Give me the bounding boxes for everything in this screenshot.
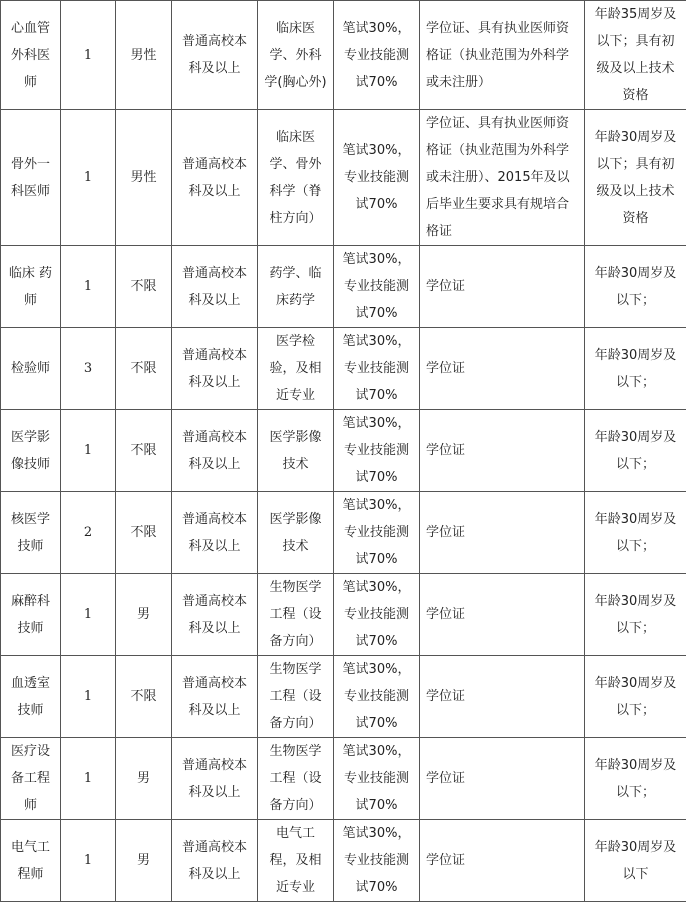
cell-major: 临床医 学、骨外 科学（脊 柱方向）	[258, 110, 334, 246]
cell-qualification: 学位证	[420, 492, 585, 574]
cell-exam: 笔试30%， 专业技能测 试70%	[334, 492, 420, 574]
cell-position: 核医学 技师	[1, 492, 61, 574]
table-row	[1, 492, 686, 574]
cell-gender: 不限	[116, 246, 172, 328]
cell-count: 1	[61, 820, 116, 902]
cell-education: 普通高校本 科及以上	[172, 492, 258, 574]
cell-age: 年龄30周岁及 以下；	[585, 656, 686, 738]
cell-count: 1	[61, 110, 116, 246]
cell-education: 普通高校本 科及以上	[172, 1, 258, 110]
cell-position: 麻醉科 技师	[1, 574, 61, 656]
cell-major: 临床医 学、外科 学(胸心外)	[258, 1, 334, 110]
cell-qualification: 学位证	[420, 820, 585, 902]
cell-gender: 男	[116, 820, 172, 902]
cell-major: 生物医学 工程（设 备方向）	[258, 574, 334, 656]
cell-position: 血透室 技师	[1, 656, 61, 738]
table-row	[1, 656, 686, 738]
cell-age: 年龄30周岁及 以下；	[585, 328, 686, 410]
cell-education: 普通高校本 科及以上	[172, 410, 258, 492]
table-row	[1, 820, 686, 902]
cell-age: 年龄35周岁及 以下；具有初 级及以上技术 资格	[585, 1, 686, 110]
cell-education: 普通高校本 科及以上	[172, 820, 258, 902]
cell-position: 骨外一 科医师	[1, 110, 61, 246]
cell-age: 年龄30周岁及 以下；具有初 级及以上技术 资格	[585, 110, 686, 246]
cell-exam: 笔试30%， 专业技能测 试70%	[334, 656, 420, 738]
cell-education: 普通高校本 科及以上	[172, 574, 258, 656]
table-row	[1, 1, 686, 110]
cell-major: 电气工 程，及相 近专业	[258, 820, 334, 902]
table-row	[1, 574, 686, 656]
cell-gender: 男	[116, 574, 172, 656]
cell-count: 2	[61, 492, 116, 574]
cell-count: 1	[61, 246, 116, 328]
cell-position: 临床 药 师	[1, 246, 61, 328]
cell-qualification: 学位证	[420, 410, 585, 492]
cell-count: 1	[61, 738, 116, 820]
cell-major: 医学检 验，及相 近专业	[258, 328, 334, 410]
cell-major: 医学影像 技术	[258, 492, 334, 574]
cell-education: 普通高校本 科及以上	[172, 328, 258, 410]
cell-count: 1	[61, 574, 116, 656]
cell-position: 电气工 程师	[1, 820, 61, 902]
cell-position: 医学影 像技师	[1, 410, 61, 492]
cell-age: 年龄30周岁及 以下；	[585, 410, 686, 492]
cell-gender: 不限	[116, 328, 172, 410]
cell-exam: 笔试30%， 专业技能测 试70%	[334, 574, 420, 656]
cell-exam: 笔试30%， 专业技能测 试70%	[334, 246, 420, 328]
table-row	[1, 328, 686, 410]
table-row	[1, 110, 686, 246]
cell-gender: 男性	[116, 110, 172, 246]
cell-education: 普通高校本 科及以上	[172, 738, 258, 820]
cell-count: 1	[61, 656, 116, 738]
table-row	[1, 410, 686, 492]
cell-qualification: 学位证	[420, 574, 585, 656]
cell-major: 药学、临 床药学	[258, 246, 334, 328]
cell-position: 心血管 外科医 师	[1, 1, 61, 110]
cell-age: 年龄30周岁及 以下	[585, 820, 686, 902]
cell-qualification: 学位证	[420, 246, 585, 328]
table-row	[1, 246, 686, 328]
cell-exam: 笔试30%， 专业技能测 试70%	[334, 738, 420, 820]
cell-education: 普通高校本 科及以上	[172, 110, 258, 246]
cell-age: 年龄30周岁及 以下；	[585, 738, 686, 820]
cell-count: 1	[61, 1, 116, 110]
cell-major: 医学影像 技术	[258, 410, 334, 492]
table-row	[1, 738, 686, 820]
cell-qualification: 学位证、具有执业医师资 格证（执业范围为外科学 或未注册）	[420, 1, 585, 110]
cell-gender: 男	[116, 738, 172, 820]
cell-qualification: 学位证	[420, 328, 585, 410]
cell-gender: 不限	[116, 492, 172, 574]
cell-qualification: 学位证、具有执业医师资 格证（执业范围为外科学 或未注册）、2015年及以 后毕业生要求具有规培合 格证	[420, 110, 585, 246]
cell-gender: 男性	[116, 1, 172, 110]
cell-position: 检验师	[1, 328, 61, 410]
cell-count: 3	[61, 328, 116, 410]
cell-qualification: 学位证	[420, 738, 585, 820]
cell-count: 1	[61, 410, 116, 492]
cell-qualification: 学位证	[420, 656, 585, 738]
cell-position: 医疗设 备工程 师	[1, 738, 61, 820]
cell-education: 普通高校本 科及以上	[172, 656, 258, 738]
cell-age: 年龄30周岁及 以下；	[585, 246, 686, 328]
cell-exam: 笔试30%， 专业技能测 试70%	[334, 328, 420, 410]
cell-gender: 不限	[116, 410, 172, 492]
cell-age: 年龄30周岁及 以下；	[585, 574, 686, 656]
cell-gender: 不限	[116, 656, 172, 738]
cell-major: 生物医学 工程（设 备方向）	[258, 656, 334, 738]
cell-exam: 笔试30%， 专业技能测 试70%	[334, 1, 420, 110]
cell-education: 普通高校本 科及以上	[172, 246, 258, 328]
table-body	[1, 1, 686, 902]
cell-major: 生物医学 工程（设 备方向）	[258, 738, 334, 820]
cell-exam: 笔试30%， 专业技能测 试70%	[334, 820, 420, 902]
cell-exam: 笔试30%， 专业技能测 试70%	[334, 410, 420, 492]
cell-exam: 笔试30%， 专业技能测 试70%	[334, 110, 420, 246]
cell-age: 年龄30周岁及 以下；	[585, 492, 686, 574]
